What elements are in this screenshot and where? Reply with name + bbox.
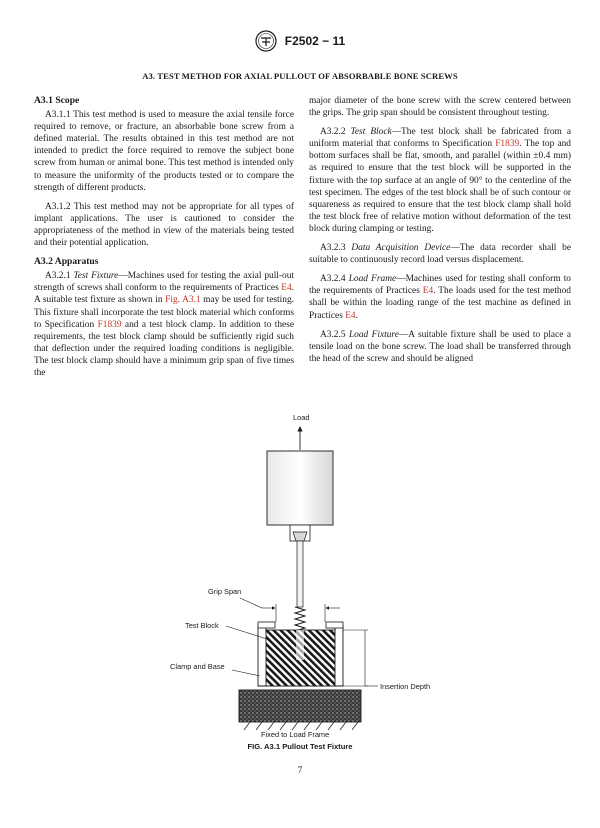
text: —Machines used for testing shall conform to the requirements of Practices — [309, 274, 571, 297]
text: and a test block clamp. In addition to these requirements, the test block clamp should be sufficiently rigid such that deflection under the required loading conditions is negligible. The test block clamp should have a minimum grip span of five times the — [34, 319, 294, 378]
load-frame-paragraph — [309, 273, 571, 321]
scope-paragraph-2: A3.1.2 This test method may not be appropriate for all types of implant applications. The user is cautioned to consider the appropriateness of the method in view of the materials being tested and their potential application. — [34, 201, 294, 249]
load-label: Load — [293, 413, 310, 422]
para-number: A3.2.1 — [45, 271, 71, 282]
grip-span-leader — [240, 598, 262, 608]
load-fixture-paragraph — [309, 329, 571, 365]
clamp-lip-right — [326, 622, 343, 628]
clamp-and-base-label: Clamp and Base — [170, 662, 225, 671]
pullout-test-fixture-figure — [0, 408, 600, 748]
text: —A suitable fixture shall be used to place a tensile load on the bone screw. The load shall be transferred through the head of the screw and should be aligned — [309, 329, 572, 364]
test-block-label: Test Block — [185, 621, 219, 630]
figure-caption: FIG. A3.1 Pullout Test Fixture — [247, 742, 353, 751]
test-fixture-continued: major diameter of the bone screw with the screw centered between the grips. The grip span should be consistent throughout testing. — [309, 96, 571, 119]
screw-shank — [297, 541, 303, 607]
grip-span-label: Grip Span — [208, 587, 242, 596]
fixture-diagram — [0, 408, 600, 748]
left-column — [34, 95, 294, 386]
text: —The test block shall be fabricated from a uniform material that conforms to Specification — [309, 127, 571, 150]
ground-hatch — [244, 722, 358, 730]
text: . A suitable test fixture as shown in — [34, 283, 294, 306]
ref-link-fig-a3-1[interactable]: Fig. A3.1 — [165, 295, 201, 306]
page-number: 7 — [297, 766, 303, 776]
test-block-paragraph — [309, 126, 571, 235]
term: Test Block — [350, 127, 392, 138]
ref-link-e4[interactable]: E4 — [281, 283, 292, 294]
text: . The top and bottom surfaces shall be flat, smooth, and parallel (within ±0.4 mm) as required to ensure that the test block will be supported in the fixture with the top surface at an angle of 90° to the centerline of the test specimen. The edges of the test block shall be of such contour or squareness as required to ensure that the test block clamp shall hold the test block free of relative motion without deformation of the test block during clamping or testing. — [309, 139, 571, 234]
scope-paragraph-1: A3.1.1 This test method is used to measure the axial tensile force required to remove, or fracture, an absorbable bone screw from a defined material. The results obtained in this test method are not intended to predict the force required to remove the subject bone screw from human or animal bone. This test method is intended only to measure the uniformity of the products tested or to compare the strength of different products. — [34, 110, 294, 193]
data-acquisition-paragraph — [309, 242, 571, 266]
load-fixture-body — [267, 451, 333, 525]
text: —Machines used for testing the axial pull-out strength of screws shall conform to the requirements of Practices — [34, 271, 295, 294]
astm-logo-icon — [255, 30, 277, 52]
ref-link-e4[interactable]: E4 — [422, 286, 434, 297]
text: . The loads used for the test method shall be within the loading range of the test machine as defined in Practices — [309, 286, 571, 321]
term: Test Fixture — [73, 271, 119, 282]
ref-link-e4[interactable]: E4 — [345, 310, 356, 321]
text: . — [355, 310, 358, 321]
ref-link-f1839[interactable]: F1839 — [97, 319, 122, 330]
term: Data Acquisition Device — [351, 243, 451, 254]
right-column — [309, 95, 571, 372]
para-number: A3.2.3 — [320, 243, 346, 254]
insertion-depth-label: Insertion Depth — [380, 682, 431, 691]
page-header — [0, 30, 600, 52]
term: Load Fixture — [348, 329, 399, 340]
para-number: A3.2.2 — [320, 127, 346, 138]
para-number: A3.2.4 — [320, 274, 346, 285]
clamp-lip-left — [258, 622, 275, 628]
para-number: A3.2.5 — [320, 329, 346, 340]
screw-in-block — [296, 630, 304, 660]
fixed-to-load-frame-label: Fixed to Load Frame — [261, 730, 330, 739]
text: may be used for testing. This fixture shall incorporate the test block material which conforms to Specification — [34, 295, 294, 330]
apparatus-heading: A3.2 Apparatus — [34, 256, 99, 268]
annex-title: A3. TEST METHOD FOR AXIAL PULLOUT OF ABSORBABLE BONE SCREWS — [142, 71, 458, 81]
test-fixture-paragraph — [34, 270, 294, 379]
scope-heading: A3.1 Scope — [34, 95, 80, 106]
clamp-base-leader — [232, 670, 260, 676]
ref-link-f1839[interactable]: F1839 — [495, 139, 520, 150]
clamp-base — [239, 690, 361, 722]
standard-designation: F2502 − 11 — [284, 34, 346, 48]
text: —The data recorder shall be suitable to continuously record load versus displacement. — [309, 243, 572, 266]
term: Load Frame — [348, 274, 397, 285]
